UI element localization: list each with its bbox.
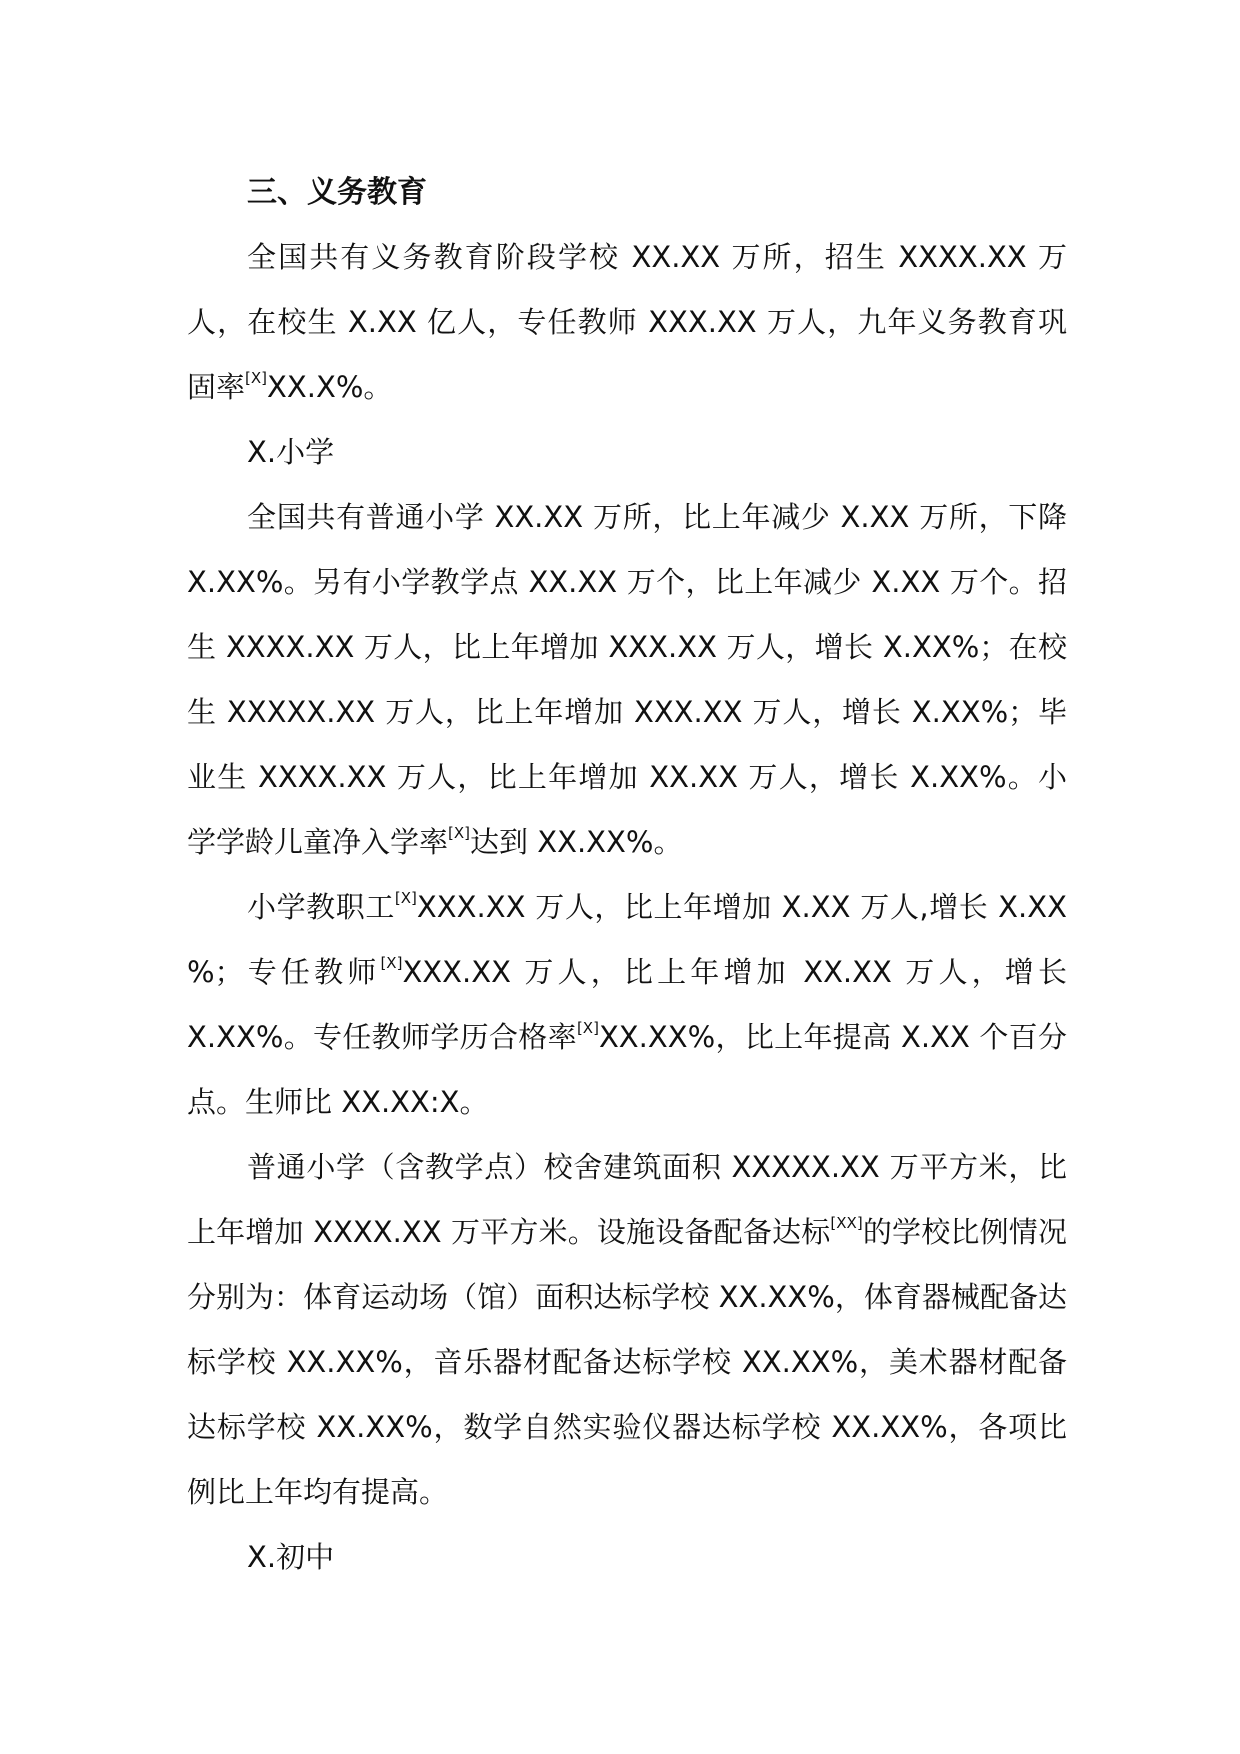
primary-paragraph-1 <box>187 485 1067 875</box>
primary-heading <box>187 420 1067 485</box>
footnote-marker: [X] <box>448 824 470 842</box>
intro-text-2: XX.X%。 <box>267 370 393 404</box>
primary-heading-text: X.小学 <box>247 435 335 469</box>
primary-p2-text-4: XX.XX%，比上年提高 X.XX 个百分点。生师比 XX.XX:X。 <box>187 1020 1068 1119</box>
primary-paragraph-2 <box>187 875 1067 1135</box>
document-page <box>187 160 1067 1590</box>
intro-paragraph <box>187 225 1067 420</box>
primary-paragraph-3 <box>187 1135 1067 1525</box>
section-heading-text: 三、义务教育 <box>247 175 427 210</box>
primary-p3-text-2: 的学校比例情况分别为：体育运动场（馆）面积达标学校 XX.XX%，体育器械配备达标学校 XX.XX%，音乐器材配备达标学校 XX.XX%，美术器材配备达标学校 XX.XX%，数学自然实验仪器达标学校 XX.XX%，各项比例比上年均有提高。 <box>187 1215 1067 1509</box>
primary-p2-text-2: XXX.XX 万人，比上年增加 X.XX 万人,增长 X.XX %；专任教师 <box>187 890 1067 989</box>
primary-p2-text-3: XXX.XX 万人，比上年增加 XX.XX 万人，增长 X.XX%。专任教师学历合格率 <box>187 955 1067 1054</box>
junior-heading-text: X.初中 <box>247 1540 335 1574</box>
primary-p3-text-1: 普通小学（含教学点）校舍建筑面积 XXXXX.XX 万平方米，比上年增加 XXXX.XX 万平方米。设施设备配备达标 <box>187 1150 1067 1249</box>
intro-text-1: 全国共有义务教育阶段学校 XX.XX 万所，招生 XXXX.XX 万人，在校生 X.XX 亿人，专任教师 XXX.XX 万人，九年义务教育巩固率 <box>187 240 1067 404</box>
footnote-marker: [XX] <box>830 1214 863 1232</box>
primary-p2-text-1: 小学教职工 <box>247 890 395 924</box>
footnote-marker: [X] <box>380 954 403 972</box>
primary-p1-text-1: 全国共有普通小学 XX.XX 万所，比上年减少 X.XX 万所，下降 X.XX%。另有小学教学点 XX.XX 万个，比上年减少 X.XX 万个。招生 XXXX.XX 万人，比上年增加 XXX.XX 万人，增长 X.XX%；在校生 XXXXX.XX 万人，比上年增加 XXX.XX 万人，增长 X.XX%；毕业生 XXXX.XX 万人，比上年增加 XX.XX 万人，增长 X.XX%。小学学龄儿童净入学率 <box>187 500 1067 859</box>
section-heading <box>187 160 1067 225</box>
footnote-marker: [X] <box>576 1019 599 1037</box>
junior-heading <box>187 1525 1067 1590</box>
footnote-marker: [X] <box>394 889 417 907</box>
footnote-marker: [X] <box>245 369 267 387</box>
primary-p1-text-2: 达到 XX.XX%。 <box>470 825 683 859</box>
